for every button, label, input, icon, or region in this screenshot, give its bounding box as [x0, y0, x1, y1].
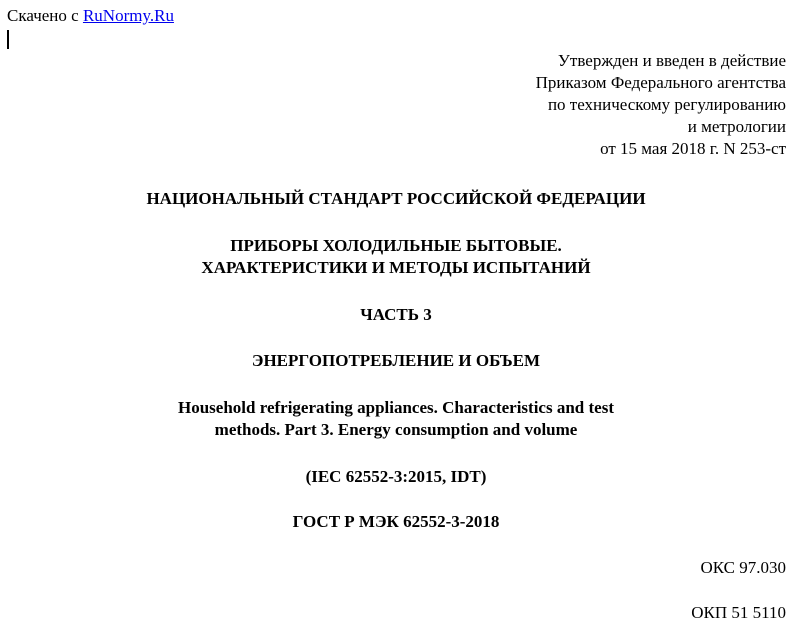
- english-title-line: methods. Part 3. Energy consumption and volume: [214, 420, 578, 439]
- approval-line: по техническому регулированию: [547, 95, 786, 114]
- part-text: ЧАСТЬ 3: [360, 305, 432, 324]
- iec-reference-text: (IEC 62552-3:2015, IDT): [305, 467, 487, 486]
- approval-line: и метрологии: [687, 117, 786, 136]
- document-title-line: ХАРАКТЕРИСТИКИ И МЕТОДЫ ИСПЫТАНИЙ: [201, 258, 591, 277]
- approval-block: [536, 50, 786, 160]
- standard-designation-text: ГОСТ Р МЭК 62552-3-2018: [292, 512, 500, 531]
- approval-line: Утвержден и введен в действие: [557, 51, 786, 70]
- part-heading: [0, 304, 792, 326]
- source-prefix: Скачено с: [7, 6, 83, 25]
- standard-designation: [0, 511, 792, 533]
- approval-line: от 15 мая 2018 г. N 253-ст: [600, 139, 786, 158]
- document-title: [0, 235, 792, 279]
- english-title-line: Household refrigerating appliances. Characteristics and test: [178, 398, 614, 417]
- document-title-line: ПРИБОРЫ ХОЛОДИЛЬНЫЕ БЫТОВЫЕ.: [230, 236, 562, 255]
- source-line: [7, 5, 174, 27]
- iec-reference: [0, 466, 792, 488]
- text-cursor: [7, 30, 9, 49]
- oks-code: ОКС 97.030: [700, 558, 786, 577]
- national-standard-heading: [0, 188, 792, 210]
- approval-line: Приказом Федерального агентства: [535, 73, 786, 92]
- subtitle-text: ЭНЕРГОПОТРЕБЛЕНИЕ И ОБЪЕМ: [251, 351, 541, 370]
- english-title: [0, 397, 792, 441]
- okp-code: ОКП 51 5110: [691, 603, 786, 622]
- national-standard-text: НАЦИОНАЛЬНЫЙ СТАНДАРТ РОССИЙСКОЙ ФЕДЕРАЦИИ: [146, 189, 646, 208]
- runormy-link[interactable]: RuNormy.Ru: [82, 6, 174, 25]
- subtitle-heading: [0, 350, 792, 372]
